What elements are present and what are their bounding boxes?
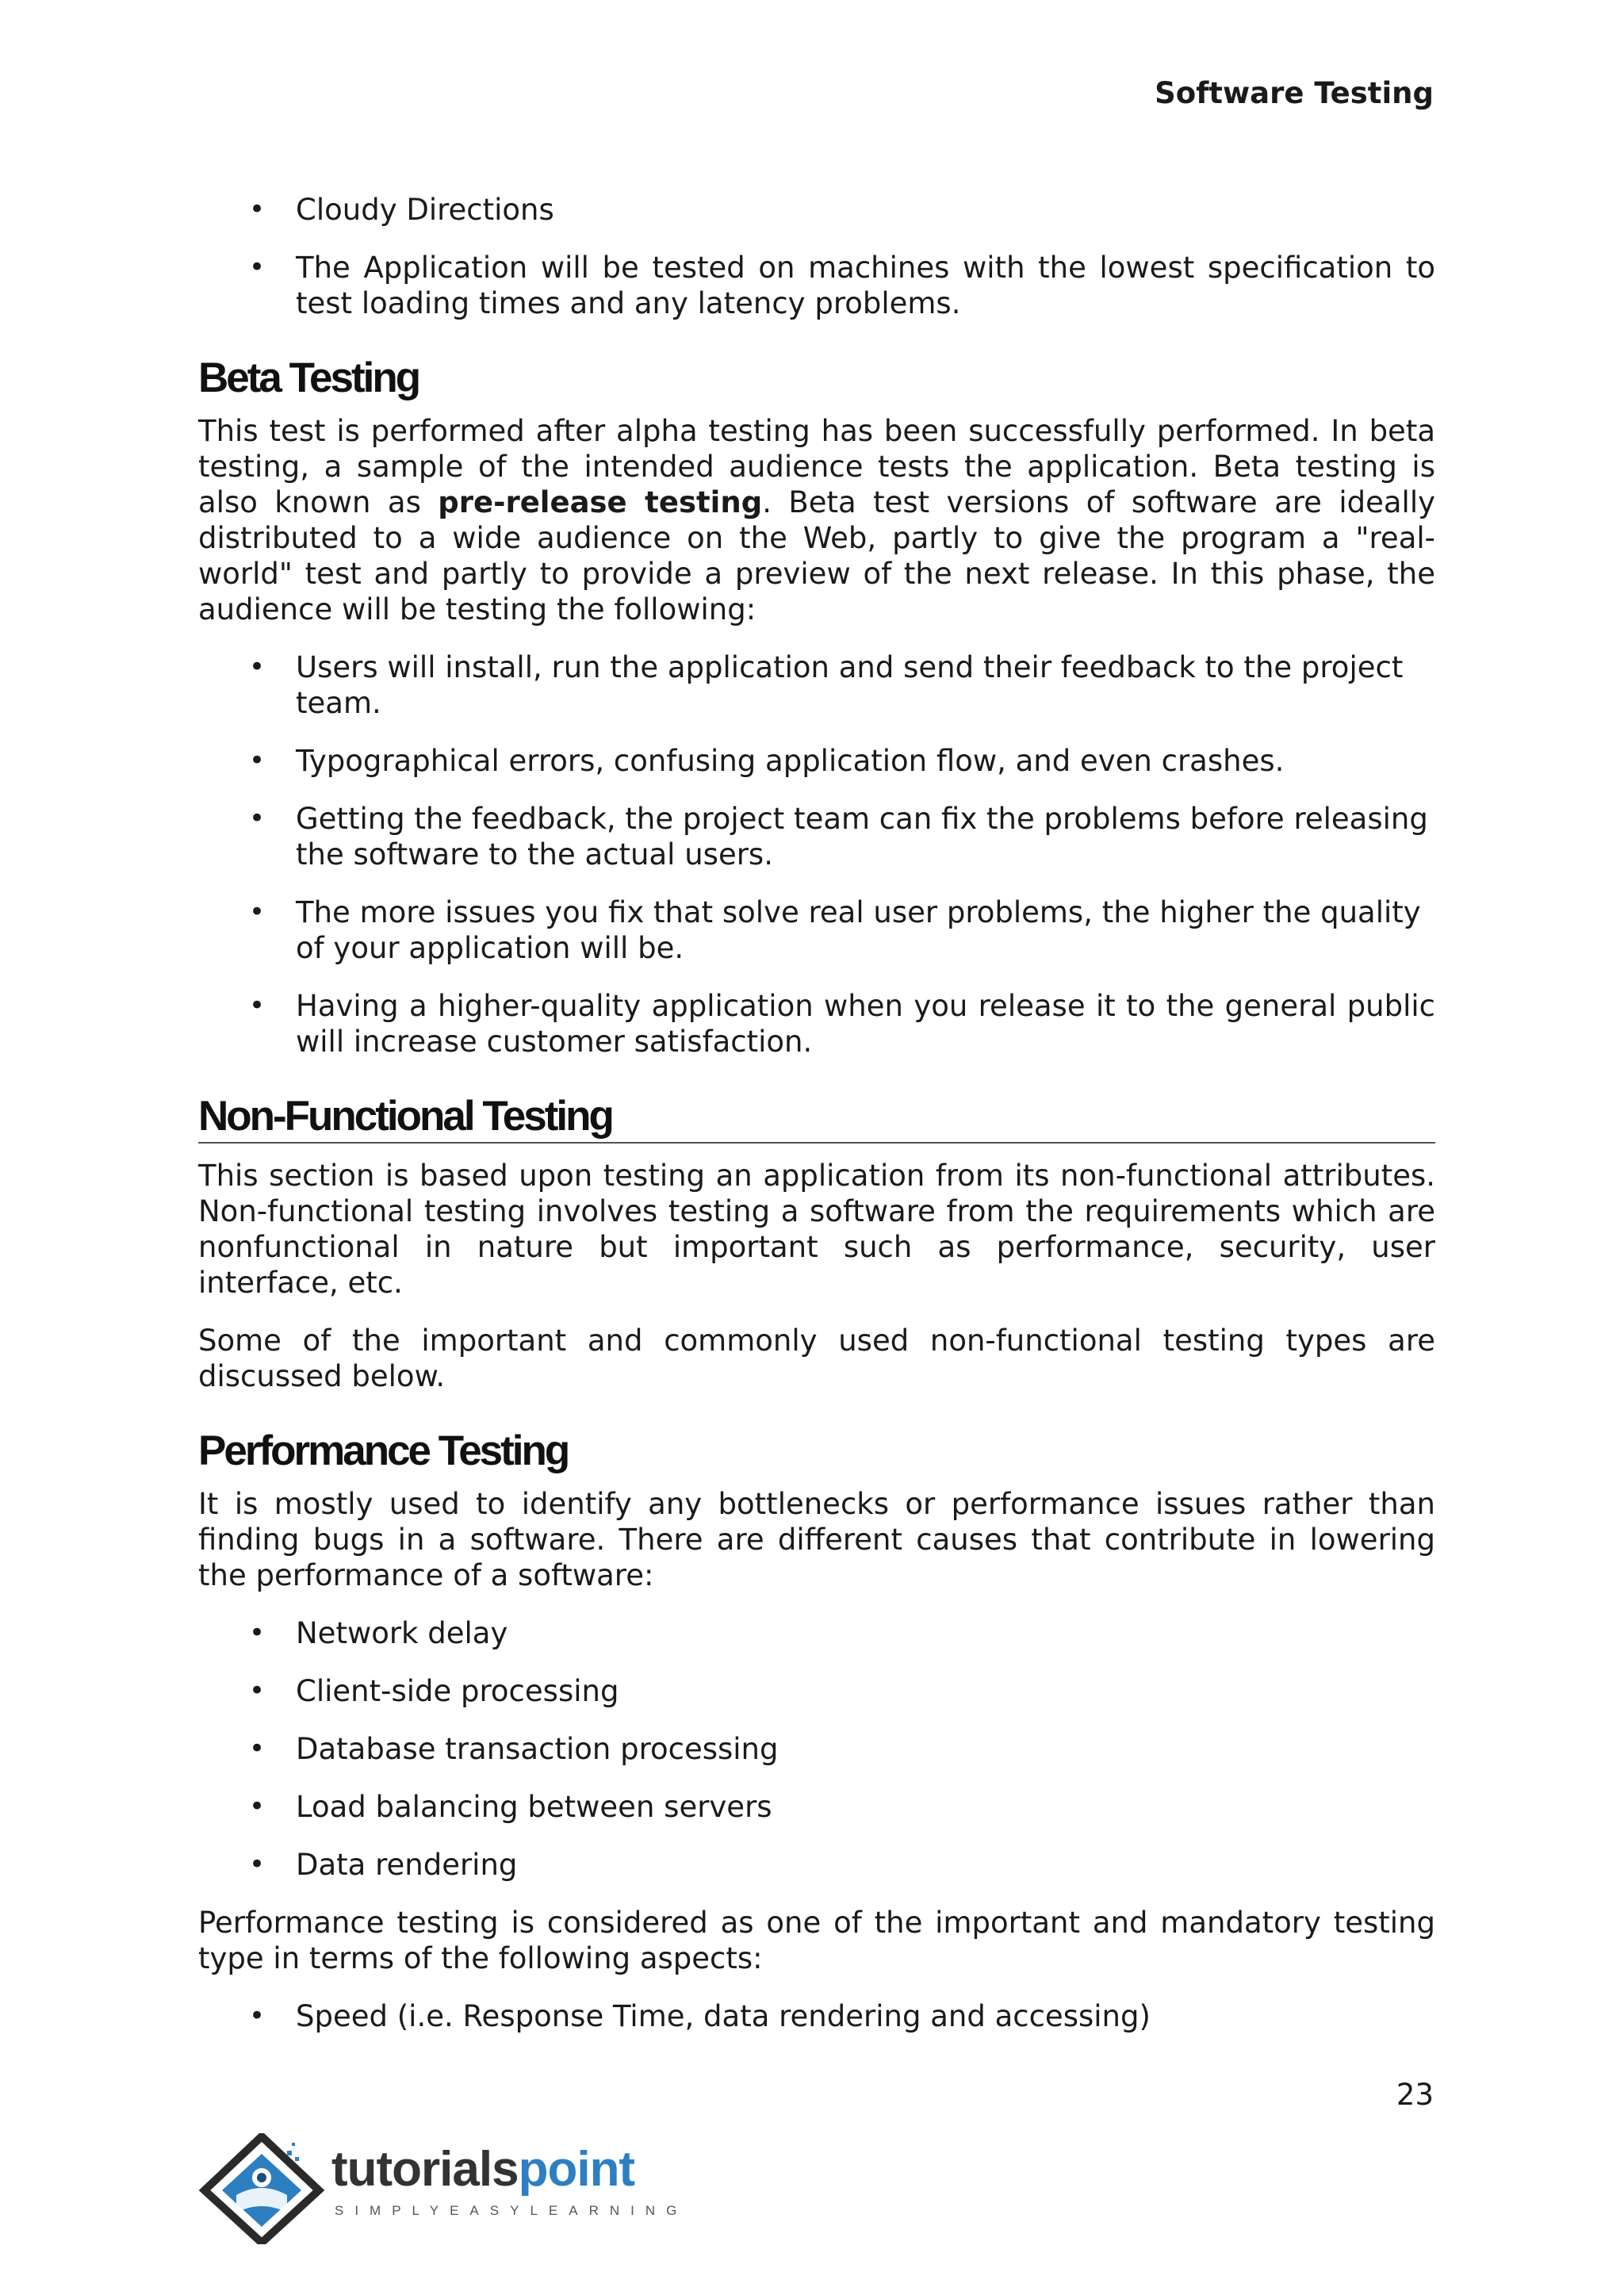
beta-testing-heading: Beta Testing bbox=[198, 354, 419, 401]
list-item: • Users will install, run the application and send their feedback to the project team. bbox=[198, 649, 1435, 721]
list-item: • Network delay bbox=[198, 1615, 1435, 1651]
logo-word-tutorials: tutorials bbox=[331, 2142, 519, 2197]
beta-para-text-1: This test is performed after alpha testing has been successfully performed. In beta testing, a sample of the intended audience tests the application. Beta testing is also known as bbox=[198, 414, 1435, 519]
list-item: • The Application will be tested on machines with the lowest specification to test loading times and any latency problems. bbox=[198, 250, 1435, 321]
list-item: • Load balancing between servers bbox=[198, 1789, 1435, 1825]
logo-emblem-icon bbox=[198, 2133, 325, 2244]
tutorialspoint-logo bbox=[198, 2133, 688, 2244]
non-functional-paragraph-2: Some of the important and commonly used non-functional testing types are discussed below. bbox=[198, 1324, 1435, 1393]
beta-para-bold-term: pre-release testing bbox=[438, 485, 763, 519]
beta-testing-paragraph bbox=[198, 413, 1435, 627]
list-item: • Speed (i.e. Response Time, data rendering and accessing) bbox=[198, 1998, 1435, 2034]
non-functional-testing-heading: Non-Functional Testing bbox=[198, 1091, 1435, 1144]
page-number: 23 bbox=[1396, 2078, 1434, 2112]
list-item: • Data rendering bbox=[198, 1847, 1435, 1883]
performance-causes-list bbox=[198, 1615, 1435, 1883]
list-item: • Having a higher-quality application when you release it to the general public will increase customer satisfaction. bbox=[198, 988, 1435, 1059]
beta-bullet-list bbox=[198, 649, 1435, 1059]
list-item: • Typographical errors, confusing application flow, and even crashes. bbox=[198, 743, 1435, 779]
performance-paragraph-2: Performance testing is considered as one of the important and mandatory testing type in terms of the following aspects: bbox=[198, 1906, 1435, 1975]
logo-wordmark bbox=[331, 2141, 634, 2197]
performance-paragraph-1: It is mostly used to identify any bottlenecks or performance issues rather than finding bugs in a software. There are different causes that contribute in lowering the performance of a software: bbox=[198, 1487, 1435, 1592]
page-content bbox=[198, 192, 1435, 2056]
running-header: Software Testing bbox=[1155, 76, 1434, 110]
top-bullet-list bbox=[198, 192, 1435, 321]
list-item: • The more issues you fix that solve real user problems, the higher the quality of your application will be. bbox=[198, 895, 1435, 966]
logo-word-point: point bbox=[518, 2142, 635, 2197]
logo-tagline: SIMPLYEASYLEARNING bbox=[335, 2203, 688, 2218]
performance-aspects-list bbox=[198, 1998, 1435, 2034]
performance-testing-heading: Performance Testing bbox=[198, 1427, 569, 1474]
non-functional-paragraph-1: This section is based upon testing an application from its non-functional attributes. Non-functional testing involves testing a software from the requirements which are nonfunctional in nature but important such as performance, security, user interface, etc. bbox=[198, 1159, 1435, 1300]
list-item: • Cloudy Directions bbox=[198, 192, 1435, 228]
list-item: • Database transaction processing bbox=[198, 1731, 1435, 1767]
list-item: • Getting the feedback, the project team can fix the problems before releasing the software to the actual users. bbox=[198, 801, 1435, 872]
list-item: • Client-side processing bbox=[198, 1673, 1435, 1709]
beta-para-text-2: . Beta test versions of software are ideally distributed to a wide audience on the Web, partly to give the program a "real-world" test and partly to provide a preview of the next release. In this phase, the audience will be testing the following: bbox=[198, 485, 1435, 626]
